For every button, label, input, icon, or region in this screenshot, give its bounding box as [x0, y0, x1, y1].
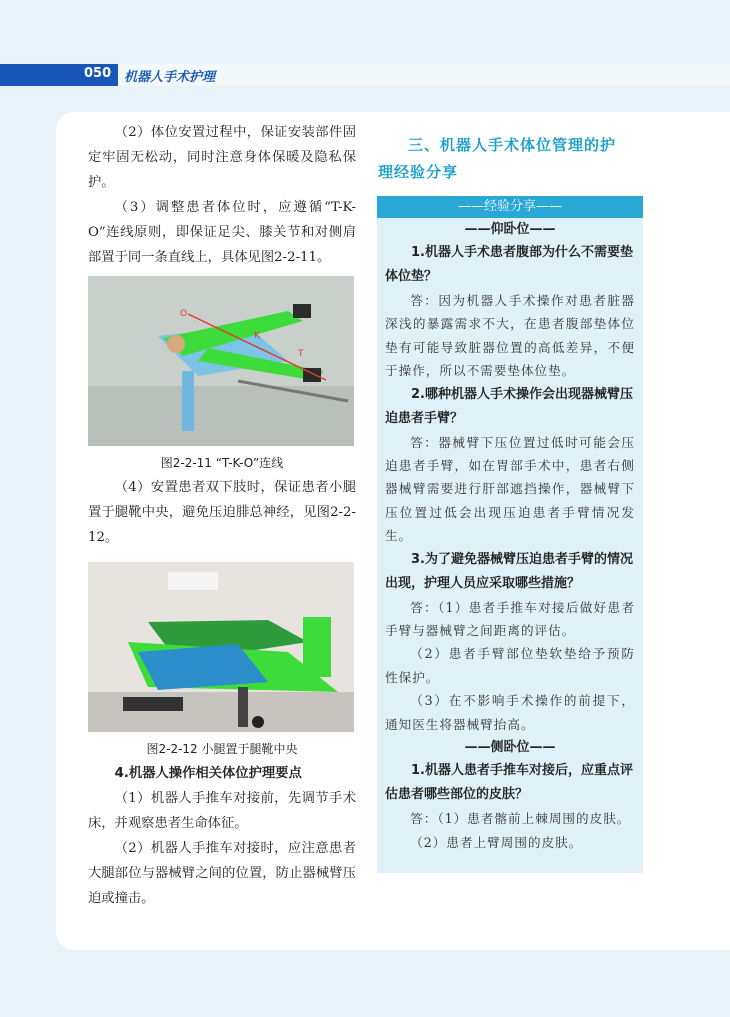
figure-leg-boot — [88, 562, 354, 732]
label-o: O — [180, 309, 188, 319]
question-2: 2.哪种机器人手术操作会出现器械臂压迫患者手臂？ — [385, 386, 633, 426]
right-column — [378, 132, 642, 186]
answer-1: 答：因为机器人手术操作对患者脏器深浅的暴露需求不大，在患者腹部垫体位垫有可能导致脏器位置的高低差异，不便于操作，所以不需要垫体位垫。 — [385, 293, 635, 379]
leg-boot-photo — [88, 562, 354, 732]
label-t: T — [298, 349, 304, 359]
label-k: K — [254, 331, 260, 341]
experience-box-title: ——经验分享—— — [377, 196, 643, 218]
question-3: 3.为了避免器械臂压迫患者手臂的情况出现，护理人员应采取哪些措施？ — [385, 551, 633, 591]
section-title — [378, 132, 642, 186]
experience-box-body — [377, 218, 643, 854]
experience-box — [377, 196, 643, 873]
paragraph-legs: （4）安置患者双下肢时，保证患者小腿置于腿靴中央，避免压迫腓总神经，见图2-2-12。 — [88, 480, 356, 545]
paragraph-tko: （3）调整患者体位时，应遵循“T-K-O”连线原则，即保证足尖、膝关节和对侧肩部置于同一条直线上，具体见图2-2-11。 — [88, 200, 356, 265]
page-number: 050 — [84, 66, 112, 81]
figure-tko-line — [88, 276, 354, 446]
answer-4-1: 答：（1）患者髂前上棘周围的皮肤。 — [410, 811, 631, 827]
supine-label: ——仰卧位—— — [464, 222, 556, 237]
answer-3-2: （2）患者手臂部位垫软垫给予预防性保护。 — [385, 646, 635, 685]
answer-4-2: （2）患者上臂周围的皮肤。 — [410, 834, 583, 850]
subheading-robot-care: 4.机器人操作相关体位护理要点 — [114, 766, 302, 781]
section-title-line1: 三、机器人手术体位管理的护 — [408, 136, 617, 154]
tko-photo — [88, 276, 354, 446]
lateral-label: ——侧卧位—— — [464, 740, 556, 756]
figure-caption-leg: 图2-2-12 小腿置于腿靴中央 — [146, 742, 298, 756]
paragraph-positioning: （2）体位安置过程中，保证安装部件固定牢固无松动，同时注意身体保暖及隐私保护。 — [88, 125, 356, 190]
answer-2: 答：器械臂下压位置过低时可能会压迫患者手臂，如在胃部手术中，患者右侧器械臂需要进行肝部遮挡操作，器械臂下压位置过低会出现压迫患者手臂情况发生。 — [385, 434, 635, 544]
paragraph-before-docking: （1）机器人手推车对接前，先调节手术床，并观察患者生命体征。 — [88, 791, 356, 831]
figure-caption-tko: 图2-2-11 “T-K-O”连线 — [160, 456, 284, 470]
left-column — [88, 120, 356, 911]
question-1: 1.机器人手术患者腹部为什么不需要垫体位垫？ — [385, 245, 633, 284]
book-title: 机器人手术护理 — [124, 70, 216, 85]
paragraph-during-docking: （2）机器人手推车对接时，应注意患者大腿部位与器械臂之间的位置，防止器械臂压迫或撞击。 — [88, 841, 356, 906]
question-4: 1.机器人患者手推车对接后，应重点评估患者哪些部位的皮肤？ — [385, 763, 633, 803]
answer-3-1: 答：（1）患者手推车对接后做好患者手臂与器械臂之间距离的评估。 — [385, 599, 635, 639]
answer-3-3: （3）在不影响手术操作的前提下，通知医生将器械臂抬高。 — [385, 693, 635, 732]
section-title-line2: 理经验分享 — [378, 163, 459, 181]
